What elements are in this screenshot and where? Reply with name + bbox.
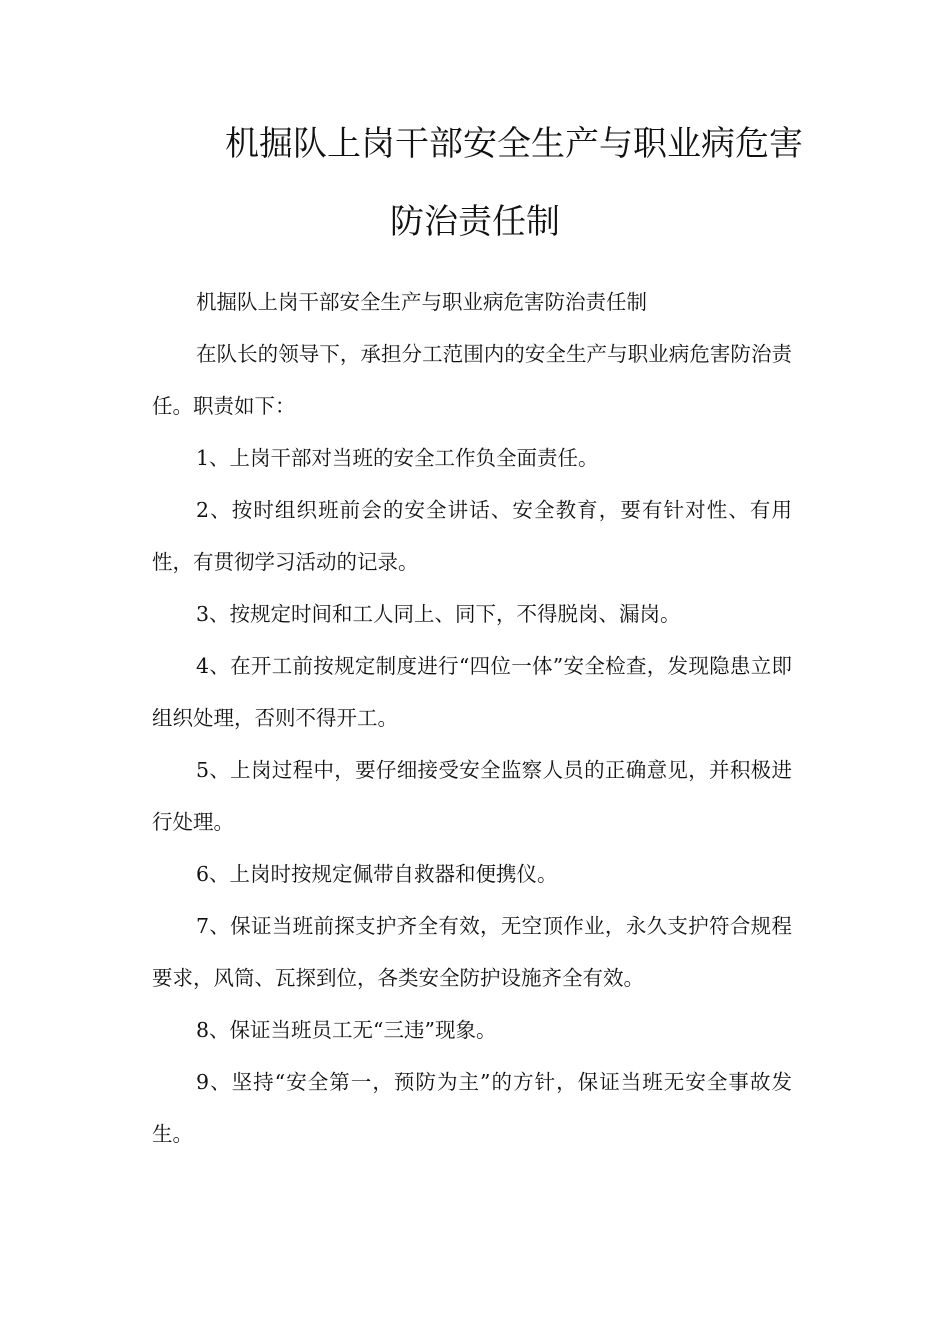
duty-item-4: 4、在开工前按规定制度进行“四位一体”安全检查，发现隐患立即组织处理，否则不得开工。 <box>152 654 792 730</box>
duty-item-5: 5、上岗过程中，要仔细接受安全监察人员的正确意见，并积极进行处理。 <box>152 758 792 834</box>
duty-item-9: 9、坚持“安全第一，预防为主”的方针，保证当班无安全事故发生。 <box>152 1070 792 1146</box>
intro-paragraph: 在队长的领导下，承担分工范围内的安全生产与职业病危害防治责任。职责如下： <box>152 342 792 418</box>
document-title-line-1: 机掘队上岗干部安全生产与职业病危害 <box>225 124 803 164</box>
duty-item-2: 2、按时组织班前会的安全讲话、安全教育，要有针对性、有用性，有贯彻学习活动的记录。 <box>152 498 792 574</box>
duty-item-6: 6、上岗时按规定佩带自救器和便携仪。 <box>196 862 558 886</box>
subtitle-paragraph: 机掘队上岗干部安全生产与职业病危害防治责任制 <box>196 290 647 314</box>
duty-item-8: 8、保证当班员工无“三违”现象。 <box>196 1018 497 1042</box>
duty-item-3: 3、按规定时间和工人同上、同下，不得脱岗、漏岗。 <box>196 602 681 626</box>
duty-item-7: 7、保证当班前探支护齐全有效，无空顶作业，永久支护符合规程要求，风筒、瓦探到位，各类安全防护设施齐全有效。 <box>152 914 792 990</box>
document-body <box>152 276 792 1160</box>
document-title-line-2: 防治责任制 <box>390 202 560 242</box>
duty-item-1: 1、上岗干部对当班的安全工作负全面责任。 <box>196 446 599 470</box>
